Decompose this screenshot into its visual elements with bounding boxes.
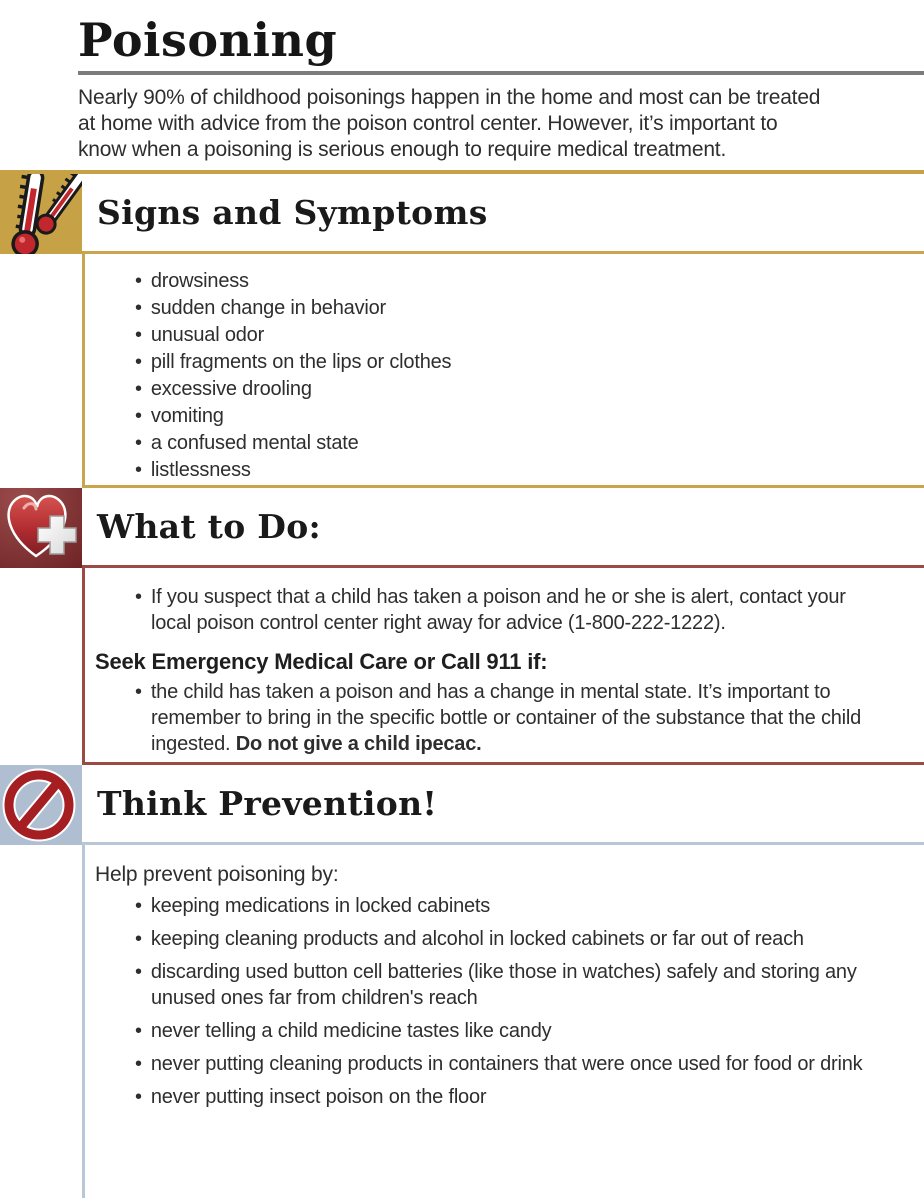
list-item: • listlessness [135, 457, 869, 484]
section-content-prevention [82, 845, 924, 1198]
thermometer-icon [0, 174, 82, 254]
list-item: • drowsiness [135, 268, 869, 295]
prevention-list [95, 893, 869, 1110]
list-item: • excessive drooling [135, 376, 869, 403]
symptoms-list [85, 268, 869, 484]
list-item [135, 679, 869, 757]
list-item: • never telling a child medicine tastes like candy [135, 1018, 869, 1044]
list-item: • If you suspect that a child has taken a poison and he or she is alert, contact your local poison control center right away for advice (1-800-222-1222). [135, 584, 869, 636]
list-item: • sudden change in behavior [135, 295, 869, 322]
title-block [0, 0, 924, 170]
list-item: • keeping medications in locked cabinets [135, 893, 869, 919]
section-title-prevention: Think Prevention! [97, 784, 438, 823]
page-title: Poisoning [78, 13, 338, 67]
section-header-signs [0, 170, 924, 254]
section-title-area [82, 174, 924, 254]
list-item: • a confused mental state [135, 430, 869, 457]
title-rule [78, 71, 924, 75]
section-content-what-to-do [82, 568, 924, 765]
intro-paragraph: Nearly 90% of childhood poisonings happen in the home and most can be treated at home with advice from the poison control center. However, it’s important to know when a poisoning is serious enough to require medical treatment. [78, 86, 821, 161]
section-title-what-to-do: What to Do: [97, 507, 322, 546]
section-title-area [82, 488, 924, 568]
no-symbol-icon [0, 765, 82, 845]
list-item: • pill fragments on the lips or clothes [135, 349, 869, 376]
emergency-text-bold: Do not give a child ipecac. [235, 733, 482, 755]
section-think-prevention [0, 765, 924, 1198]
list-item: • keeping cleaning products and alcohol in locked cabinets or far out of reach [135, 926, 869, 952]
prevention-lead: Help prevent poisoning by: [95, 863, 339, 886]
section-header-what-to-do [0, 488, 924, 568]
section-title-signs: Signs and Symptoms [97, 193, 488, 232]
section-title-area [82, 765, 924, 845]
what-to-do-list [95, 584, 869, 636]
list-item: • vomiting [135, 403, 869, 430]
list-item: • unusual odor [135, 322, 869, 349]
emergency-list [95, 679, 869, 757]
section-content-signs [82, 254, 924, 488]
section-header-prevention [0, 765, 924, 845]
list-item: • never putting insect poison on the floor [135, 1084, 869, 1110]
heart-cross-icon [0, 488, 82, 568]
section-what-to-do [0, 488, 924, 765]
emergency-subhead: Seek Emergency Medical Care or Call 911 if: [95, 649, 548, 674]
list-item: • discarding used button cell batteries (like those in watches) safely and storing any unused ones far from children's reach [135, 959, 869, 1011]
list-item: • never putting cleaning products in containers that were once used for food or drink [135, 1051, 869, 1077]
emergency-text: the child has taken a poison and has a change in mental state. It’s important to remember to bring in the specific bottle or container of the substance that the child ingested. [150, 681, 862, 755]
section-signs-and-symptoms [0, 170, 924, 488]
